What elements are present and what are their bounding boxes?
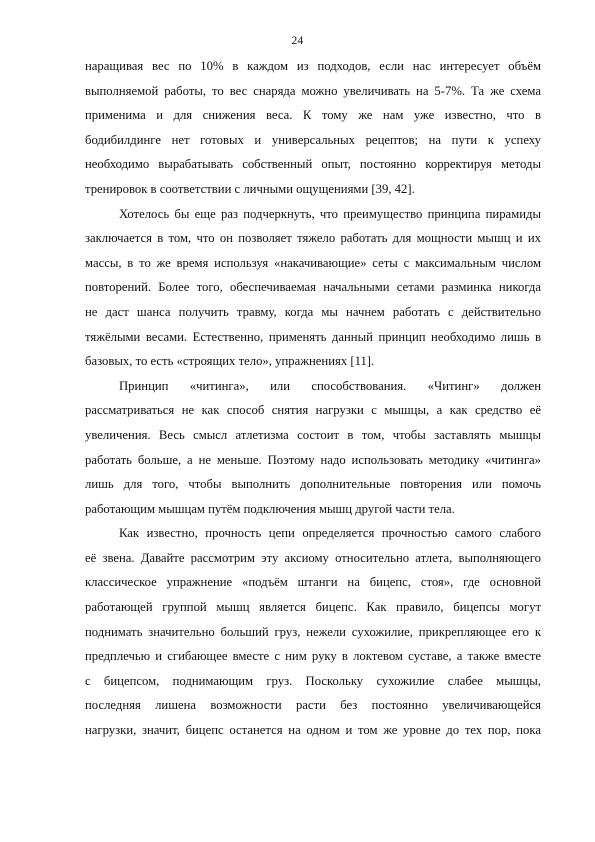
text-line: последняя лишена возможности расти без постоянно увеличивающейся xyxy=(85,698,541,713)
text-line: предплечью и сгибающее вместе с ним руку в локтевом суставе, а также вместе xyxy=(85,649,541,664)
text-line: увеличения. Весь смысл атлетизма состоит в том, чтобы заставлять мышцы xyxy=(85,427,541,442)
body-text xyxy=(85,54,541,743)
paragraph-first-line: Хотелось бы еще раз подчеркнуть, что преимущество принципа пирамиды xyxy=(119,206,541,221)
text-line: заключается в том, что он позволяет тяжело работать для мощности мышц и их xyxy=(85,231,541,246)
text-line: применима и для снижения веса. К тому же нам уже известно, что в xyxy=(85,108,541,123)
text-line: массы, в то же время используя «накачивающие» сеты с максимальным числом xyxy=(85,255,541,270)
text-line: бодибилдинге нет готовых и универсальных рецептов; на пути к успеху xyxy=(85,132,541,147)
text-line: тренировок в соответствии с личными ощущениями [39, 42]. xyxy=(85,181,415,196)
text-line: классическое упражнение «подъём штанги на бицепс, стоя», где основной xyxy=(85,575,541,590)
text-line: поднимать значительно больший груз, нежели сухожилие, прикрепляющее его к xyxy=(85,624,541,639)
paragraph-first-line: Как известно, прочность цепи определяется прочностью самого слабого xyxy=(119,526,541,541)
text-line: наращивая вес по 10% в каждом из подходов, если нас интересует объём xyxy=(85,59,541,73)
text-line: повторений. Более того, обеспечиваемая начальными сетами разминка никогда xyxy=(85,280,541,295)
text-line: базовых, то есть «строящих тело», упражнениях [11]. xyxy=(85,354,375,369)
text-line: тяжёлыми весами. Естественно, применять данный принцип необходимо лишь в xyxy=(85,329,541,344)
text-line: нагрузки, значит, бицепс останется на одном и том же уровне до тех пор, пока xyxy=(85,723,541,738)
text-line: не даст шанса получить травму, когда мы начнем работать с действительно xyxy=(85,304,541,319)
text-line: рассматриваться не как способ снятия нагрузки с мышцы, а как средство её xyxy=(85,403,541,418)
page-number: 24 xyxy=(291,35,304,47)
text-line: необходимо вырабатывать собственный опыт, постоянно корректируя методы xyxy=(85,157,541,172)
text-line: выполняемой работы, то вес снаряда можно увеличивать на 5-7%. Та же схема xyxy=(85,83,541,98)
text-line: работающим мышцам путём подключения мышц другой части тела. xyxy=(85,501,455,516)
text-line: работать больше, а не меньше. Поэтому надо использовать методику «читинга» xyxy=(85,452,541,467)
text-line: с бицепсом, поднимающим груз. Поскольку сухожилие слабее мышцы, xyxy=(85,673,541,688)
text-line: работающей группой мышц является бицепс. Как правило, бицепсы могут xyxy=(85,600,541,615)
paragraph-first-line: Принцип «читинга», или способствования. «Читинг» должен xyxy=(119,378,541,393)
text-line: лишь для того, чтобы выполнить дополнительные повторения или помочь xyxy=(85,477,541,492)
text-line: её звена. Давайте рассмотрим эту аксиому относительно атлета, выполняющего xyxy=(85,550,541,565)
